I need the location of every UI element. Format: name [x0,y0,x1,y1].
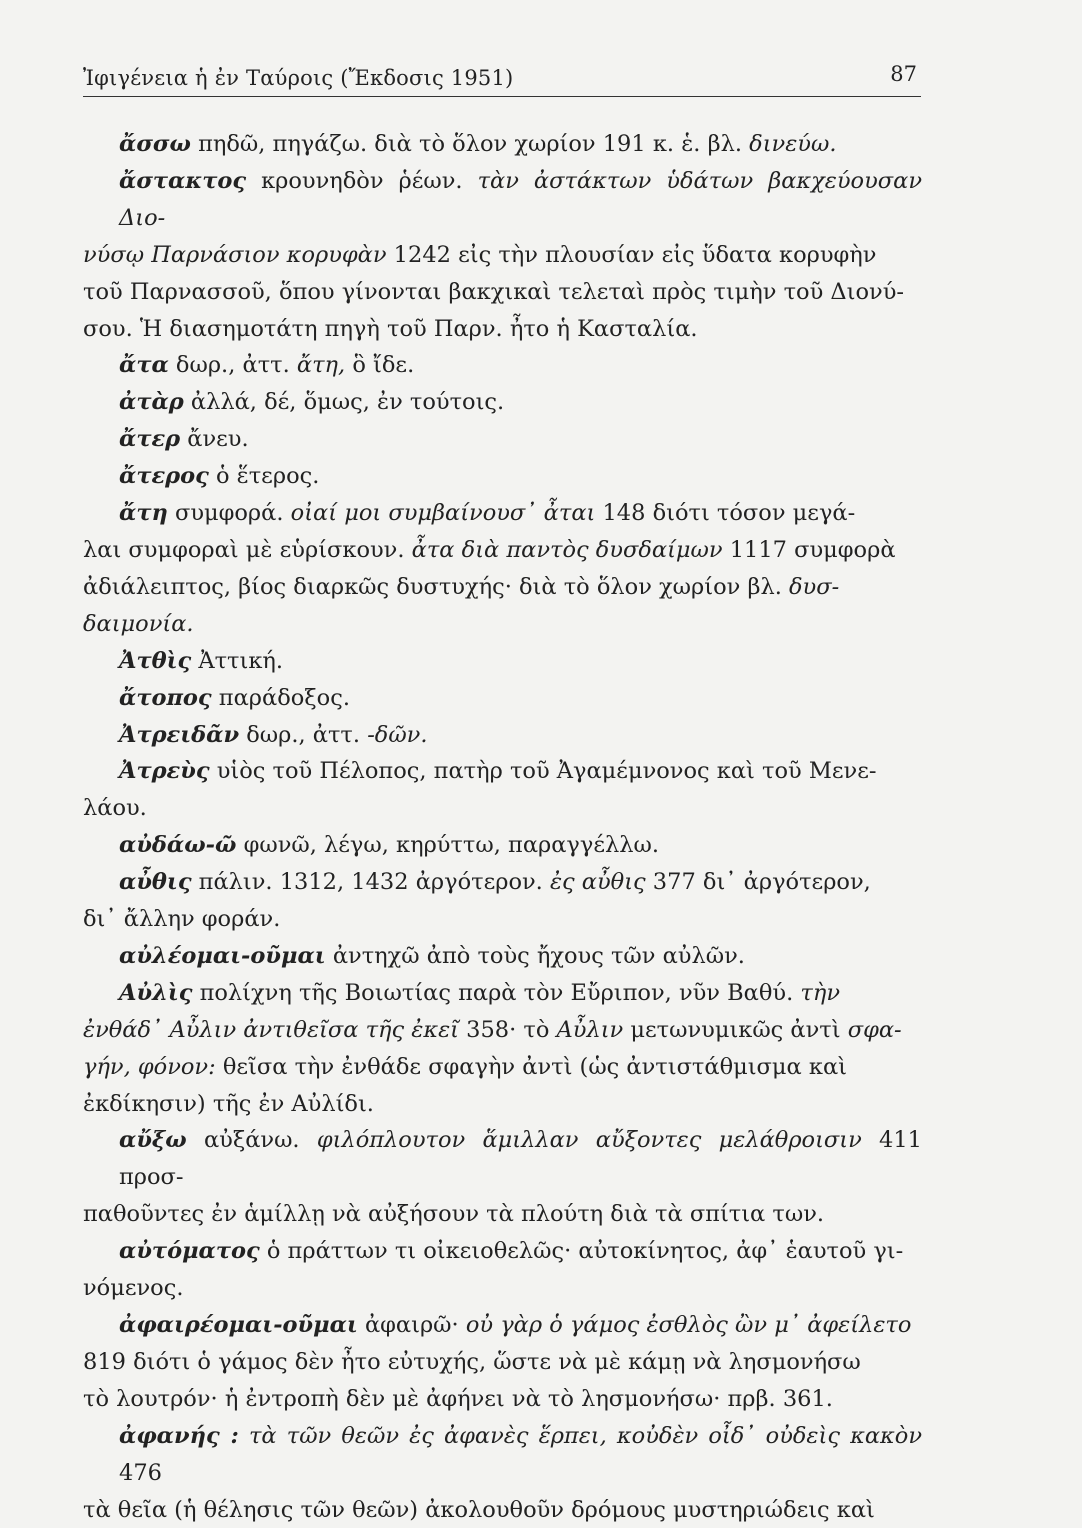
glossary-entry: αὐτόματος ὁ πράττων τι οἰκειοθελῶς· αὐτοκίνητος, ἀφ᾽ ἑαυτοῦ γι- [119,1238,904,1265]
glossary-entry: ἄτοπος παράδοξος. [119,684,350,711]
entry-continuation: 819 διότι ὁ γάμος δὲν ἦτο εὐτυχής, ὥστε νὰ μὲ κάμῃ νὰ λησμονήσω [83,1348,861,1375]
entry-continuation: σου. Ἡ διασημοτάτη πηγὴ τοῦ Παρν. ἦτο ἡ Κασταλία. [83,315,698,342]
glossary-entry: Ἀτθὶς Ἀττική. [119,647,284,674]
lemma: αὖθις [119,869,192,896]
lemma: αὐδάω-ῶ [119,832,237,859]
entry-continuation: γήν, φόνον: θεῖσα τὴν ἐνθάδε σφαγὴν ἀντὶ (ὡς ἀντιστάθμισμα καὶ [83,1053,847,1080]
entry-continuation: παθοῦντες ἐν ἁμίλλῃ νὰ αὐξήσουν τὰ πλούτη διὰ τὰ σπίτια των. [83,1201,825,1228]
lemma: Αὐλὶς [119,979,193,1006]
glossary-entry: αὐλέομαι-οῦμαι ἀντηχῶ ἀπὸ τοὺς ἤχους τῶν αὐλῶν. [119,942,745,969]
lemma: Ἀτρεὺς [119,758,210,785]
lemma: ἄτοπος [119,684,212,711]
glossary-entry: ἀφαιρέομαι-οῦμαι ἀφαιρῶ· οὐ γὰρ ὁ γάμος ἐσθλὸς ὢν μ᾽ ἀφείλετο [119,1312,912,1338]
glossary-entry: ἄστακτος κρουνηδὸν ῥέων. τὰν ἀστάκτων ὑδάτων βακχεύουσαν Διο- [119,167,922,231]
glossary-entry: ἄτερ ἄνευ. [119,426,249,453]
lemma: ἄτη [119,500,168,527]
glossary-entry: Αὐλὶς πολίχνη τῆς Βοιωτίας παρὰ τὸν Εὔριπον, νῦν Βαθύ. τὴν [119,979,840,1006]
running-header [83,58,921,97]
lemma: ἀτὰρ [119,389,184,416]
lemma: αὐλέομαι-οῦμαι [119,942,326,969]
glossary-entry: αὖθις πάλιν. 1312, 1432 ἀργότερον. ἐς αὖθις 377 δι᾽ ἀργότερον, [119,869,871,896]
entry-continuation: ἐκδίκησιν) τῆς ἐν Αὐλίδι. [83,1090,374,1117]
lemma: Ἀτρειδᾶν [119,721,240,748]
glossary-entry: ἄτερος ὁ ἕτερος. [119,463,320,490]
entry-continuation: νόμενος. [83,1275,184,1302]
entry-continuation: λάου. [83,795,147,822]
entry-continuation: τὰ θεῖα (ἡ θέλησις τῶν θεῶν) ἀκολουθοῦν δρόμους μυστηριώδεις καὶ [83,1496,875,1523]
running-title: Ἰφιγένεια ἡ ἐν Ταύροις (Ἔκδοσις 1951) [83,66,514,90]
glossary-entry: αὐδάω-ῶ φωνῶ, λέγω, κηρύττω, παραγγέλλω. [119,832,660,859]
glossary-entries [83,126,923,1528]
entry-continuation: ἐνθάδ᾽ Αὖλιν ἀντιθεῖσα τῆς ἐκεῖ 358· τὸ Αὖλιν μετωνυμικῶς ἀντὶ σφα- [83,1016,902,1043]
lemma: ἄτερ [119,426,181,453]
lemma: αὔξω [119,1127,187,1154]
entry-continuation: λαι συμφοραὶ μὲ εὑρίσκουν. ἆτα διὰ παντὸς δυσδαίμων 1117 συμφορὰ [83,536,896,563]
glossary-entry: ἀτὰρ ἀλλά, δέ, ὅμως, ἐν τούτοις. [119,389,505,416]
page-number: 87 [890,62,917,86]
entry-continuation: τοῦ Παρνασσοῦ, ὅπου γίνονται βακχικαὶ τελεταὶ πρὸς τιμὴν τοῦ Διονύ- [83,278,904,305]
entry-continuation: νύσῳ Παρνάσιον κορυφὰν 1242 εἰς τὴν πλουσίαν εἰς ὕδατα κορυφὴν [83,241,877,268]
lemma: ἄστακτος [119,167,247,194]
glossary-entry: ἀφανής : τὰ τῶν θεῶν ἐς ἀφανὲς ἕρπει, κοὐδὲν οἶδ᾽ οὐδεὶς κακὸν 476 [119,1422,923,1486]
lemma: ἀφανής : [119,1422,239,1449]
entry-continuation: δι᾽ ἄλλην φοράν. [83,906,281,933]
entry-continuation: δαιμονία. [83,610,194,637]
lemma: ἄσσω [119,131,191,157]
lemma: Ἀτθὶς [119,647,192,674]
entry-continuation: ἀδιάλειπτος, βίος διαρκῶς δυστυχής· διὰ τὸ ὅλον χωρίον βλ. δυσ- [83,573,840,600]
glossary-entry: Ἀτρεὺς υἱὸς τοῦ Πέλοπος, πατὴρ τοῦ Ἀγαμέμνονος καὶ τοῦ Μενε- [119,758,877,785]
glossary-entry: ἄτα δωρ., ἀττ. ἄτη, ὃ ἴδε. [119,352,415,379]
glossary-entry: ἄτη συμφορά. οἰαί μοι συμβαίνουσ᾽ ἆται 148 διότι τόσον μεγά- [119,500,856,527]
lemma: αὐτόματος [119,1238,260,1265]
lemma: ἄτα [119,352,169,379]
lemma: ἀφαιρέομαι-οῦμαι [119,1312,358,1338]
glossary-entry: Ἀτρειδᾶν δωρ., ἀττ. -δῶν. [119,721,428,748]
lemma: ἄτερος [119,463,209,490]
entry-continuation: τὸ λουτρόν· ἡ ἐντροπὴ δὲν μὲ ἀφήνει νὰ τὸ λησμονήσω· πρβ. 361. [83,1385,833,1412]
glossary-entry: ἄσσω πηδῶ, πηγάζω. διὰ τὸ ὅλον χωρίον 191 κ. ἑ. βλ. δινεύω. [119,131,837,157]
glossary-entry: αὔξω αὐξάνω. φιλόπλουτον ἅμιλλαν αὔξοντες μελάθροισιν 411 προσ- [119,1127,922,1191]
